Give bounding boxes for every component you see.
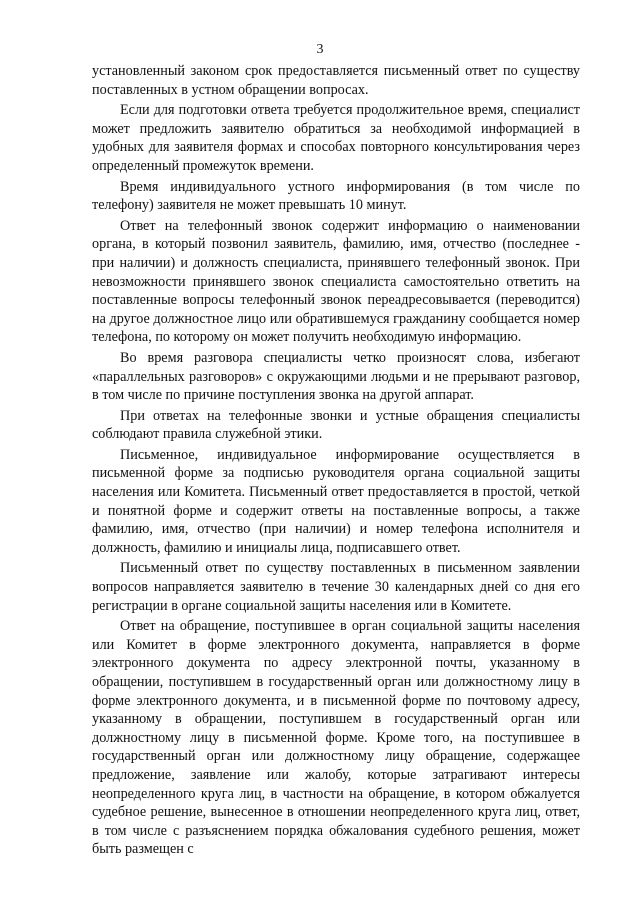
document-body	[92, 62, 580, 859]
paragraph-written-answer-term: Письменный ответ по существу поставленных в письменном заявлении вопросов направляется заявителю в течение 30 календарных дней со дня его регистрации в органе социальной защиты населения или в Комитете.	[92, 560, 580, 614]
paragraph-service-ethics: При ответах на телефонные звонки и устные обращения специалисты соблюдают правила служебной этики.	[92, 407, 580, 443]
paragraph-electronic-answer: Ответ на обращение, поступившее в орган социальной защиты населения или Комитет в форме электронного документа, направляется в форме электронного документа по адресу электронной почты, указанному в обращении, поступившем в государственный орган или должностному лицу в форме электронного документа, и в письменной форме по почтовому адресу, указанному в обращении, поступившем в государственный орган или должностному лицу в письменной форме. Кроме того, на поступившее в государственный орган или должностному лицу обращение, содержащее предложение, заявление или жалобу, которые затрагивают интересы неопределенного круга лиц, в частности на обращение, в котором обжалуется судебное решение, вынесенное в отношении неопределенного круга лиц, ответ, в том числе с разъяснением порядка обжалования судебного решения, может быть размещен с	[92, 618, 580, 858]
paragraph-phone-answer: Ответ на телефонный звонок содержит информацию о наименовании органа, в который позвонил заявитель, фамилию, имя, отчество (последнее - при наличии) и должность специалиста, принявшего телефонный звонок. При невозможности принявшего звонок специалиста самостоятельно ответить на поставленные вопросы телефонный звонок переадресовывается (переводится) на другое должностное лицо или обратившемуся гражданину сообщается номер телефона, по которому он может получить необходимую информацию.	[92, 217, 580, 346]
paragraph-continuation: установленный законом срок предоставляется письменный ответ по существу поставленных в устном обращении вопросах.	[92, 63, 580, 98]
paragraph-conversation-rules: Во время разговора специалисты четко произносят слова, избегают «параллельных разговоров» с окружающими людьми и не прерывают разговор, в том числе по причине поступления звонка на другой аппарат.	[92, 349, 580, 404]
paragraph-written-informing: Письменное, индивидуальное информирование осуществляется в письменной форме за подписью руководителя органа социальной защиты населения или Комитета. Письменный ответ предоставляется в простой, четкой и понятной форме и содержит ответы на поставленные вопросы, а также фамилию, имя, отчество (при наличии) и номер телефона исполнителя и должность, фамилию и инициалы лица, подписавшего ответ.	[92, 446, 580, 556]
paragraph-long-preparation: Если для подготовки ответа требуется продолжительное время, специалист может предложить заявителю обратиться за необходимой информацией в удобных для заявителя формах и способах повторного консультирования через определенный промежуток времени.	[92, 102, 580, 174]
page-number: 3	[316, 42, 324, 57]
paragraph-oral-time-limit: Время индивидуального устного информирования (в том числе по телефону) заявителя не может превышать 10 минут.	[92, 178, 580, 214]
